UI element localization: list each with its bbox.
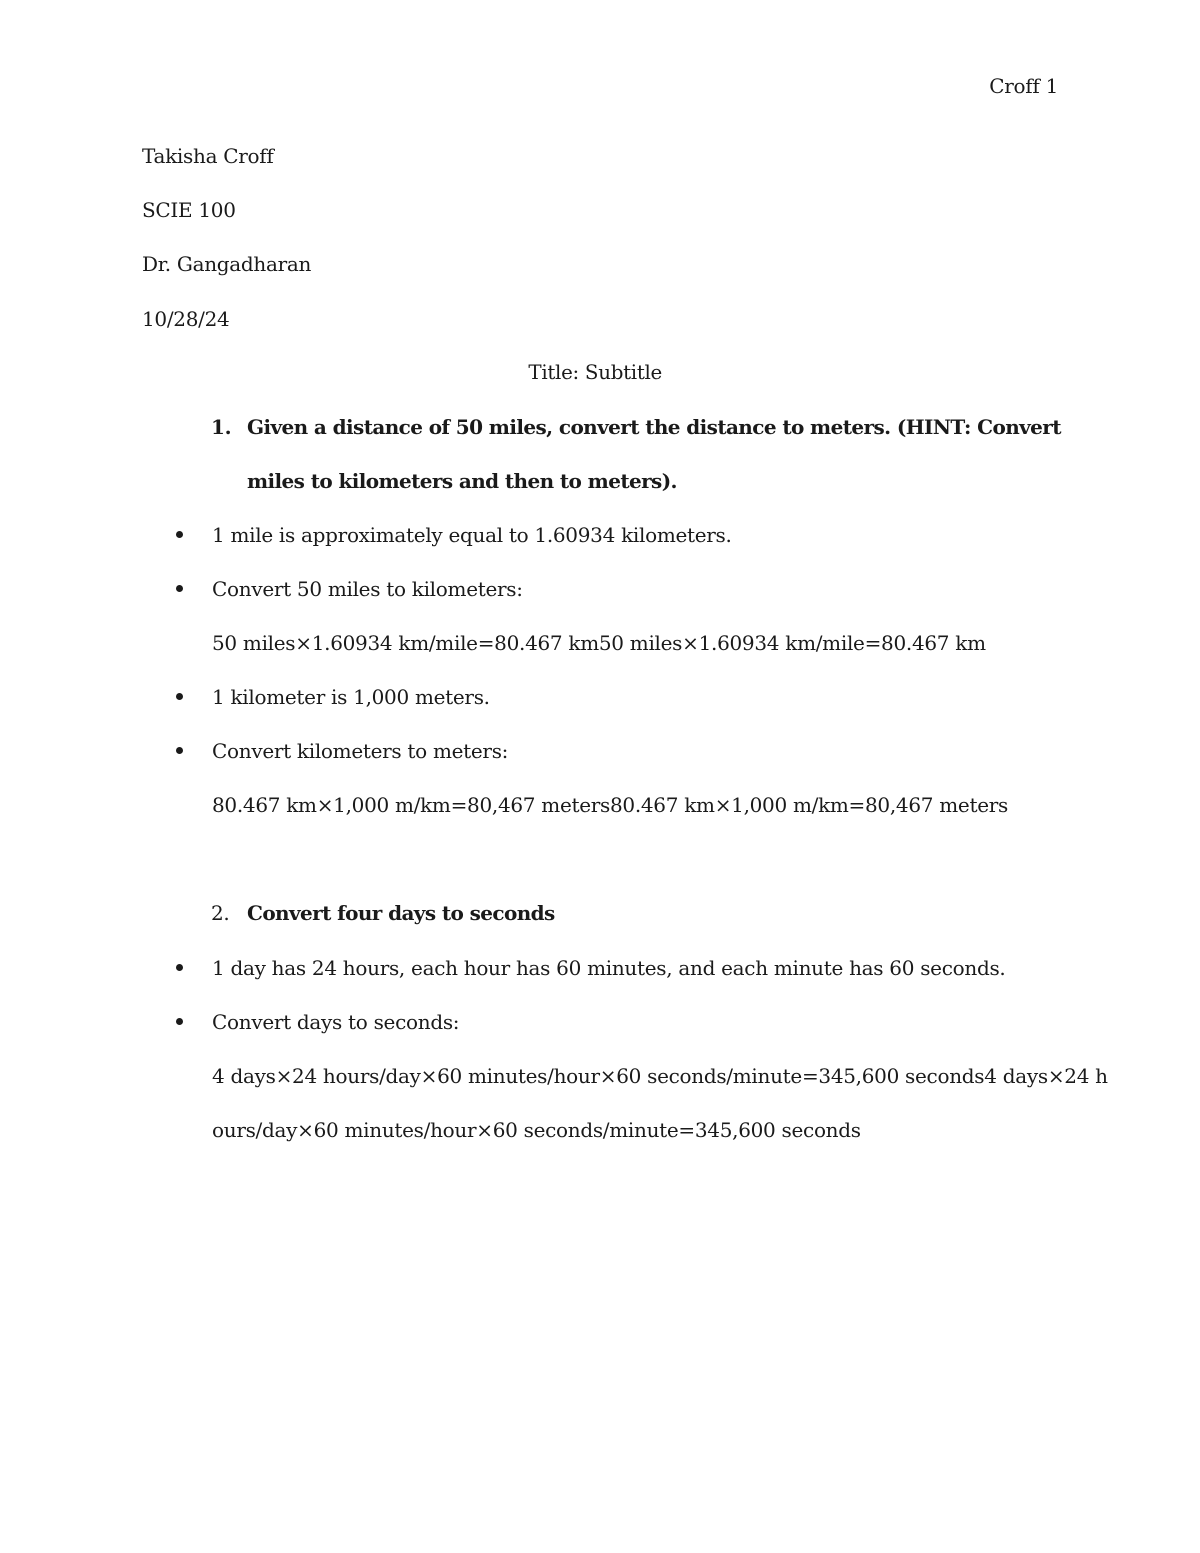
bullet-dot	[176, 1018, 183, 1025]
bullet-dot	[176, 964, 183, 971]
q1-number: 1.	[211, 415, 232, 439]
page-header: Croff 1	[989, 74, 1058, 98]
page-title: Title: Subtitle	[528, 360, 663, 384]
q2-bullet-1: 1 day has 24 hours, each hour has 60 minutes, and each minute has 60 seconds.	[212, 956, 1006, 980]
bullet-dot	[176, 585, 183, 592]
q1-heading-line1: Given a distance of 50 miles, convert the distance to meters. (HINT: Convert	[247, 415, 1061, 439]
bullet-dot	[176, 693, 183, 700]
q1-calculation-1: 50 miles×1.60934 km/mile=80.467 km50 miles×1.60934 km/mile=80.467 km	[212, 631, 986, 655]
q1-bullet-3: 1 kilometer is 1,000 meters.	[212, 685, 490, 709]
document-date: 10/28/24	[142, 307, 230, 331]
q2-calculation-line1: 4 days×24 hours/day×60 minutes/hour×60 seconds/minute=345,600 seconds4 days×24 h	[212, 1064, 1108, 1088]
q1-heading-line2: miles to kilometers and then to meters).	[247, 469, 677, 493]
q2-number: 2.	[211, 901, 230, 925]
q1-bullet-1: 1 mile is approximately equal to 1.60934 kilometers.	[212, 523, 732, 547]
q1-calculation-2: 80.467 km×1,000 m/km=80,467 meters80.467 km×1,000 m/km=80,467 meters	[212, 793, 1008, 817]
bullet-dot	[176, 747, 183, 754]
course-name: SCIE 100	[142, 198, 236, 222]
bullet-dot	[176, 531, 183, 538]
q1-bullet-2: Convert 50 miles to kilometers:	[212, 577, 523, 601]
author-name: Takisha Croff	[142, 144, 274, 168]
q1-bullet-4: Convert kilometers to meters:	[212, 739, 509, 763]
q2-bullet-2: Convert days to seconds:	[212, 1010, 460, 1034]
q2-heading: Convert four days to seconds	[247, 901, 555, 925]
instructor-name: Dr. Gangadharan	[142, 252, 312, 276]
q2-calculation-line2: ours/day×60 minutes/hour×60 seconds/minute=345,600 seconds	[212, 1118, 861, 1142]
